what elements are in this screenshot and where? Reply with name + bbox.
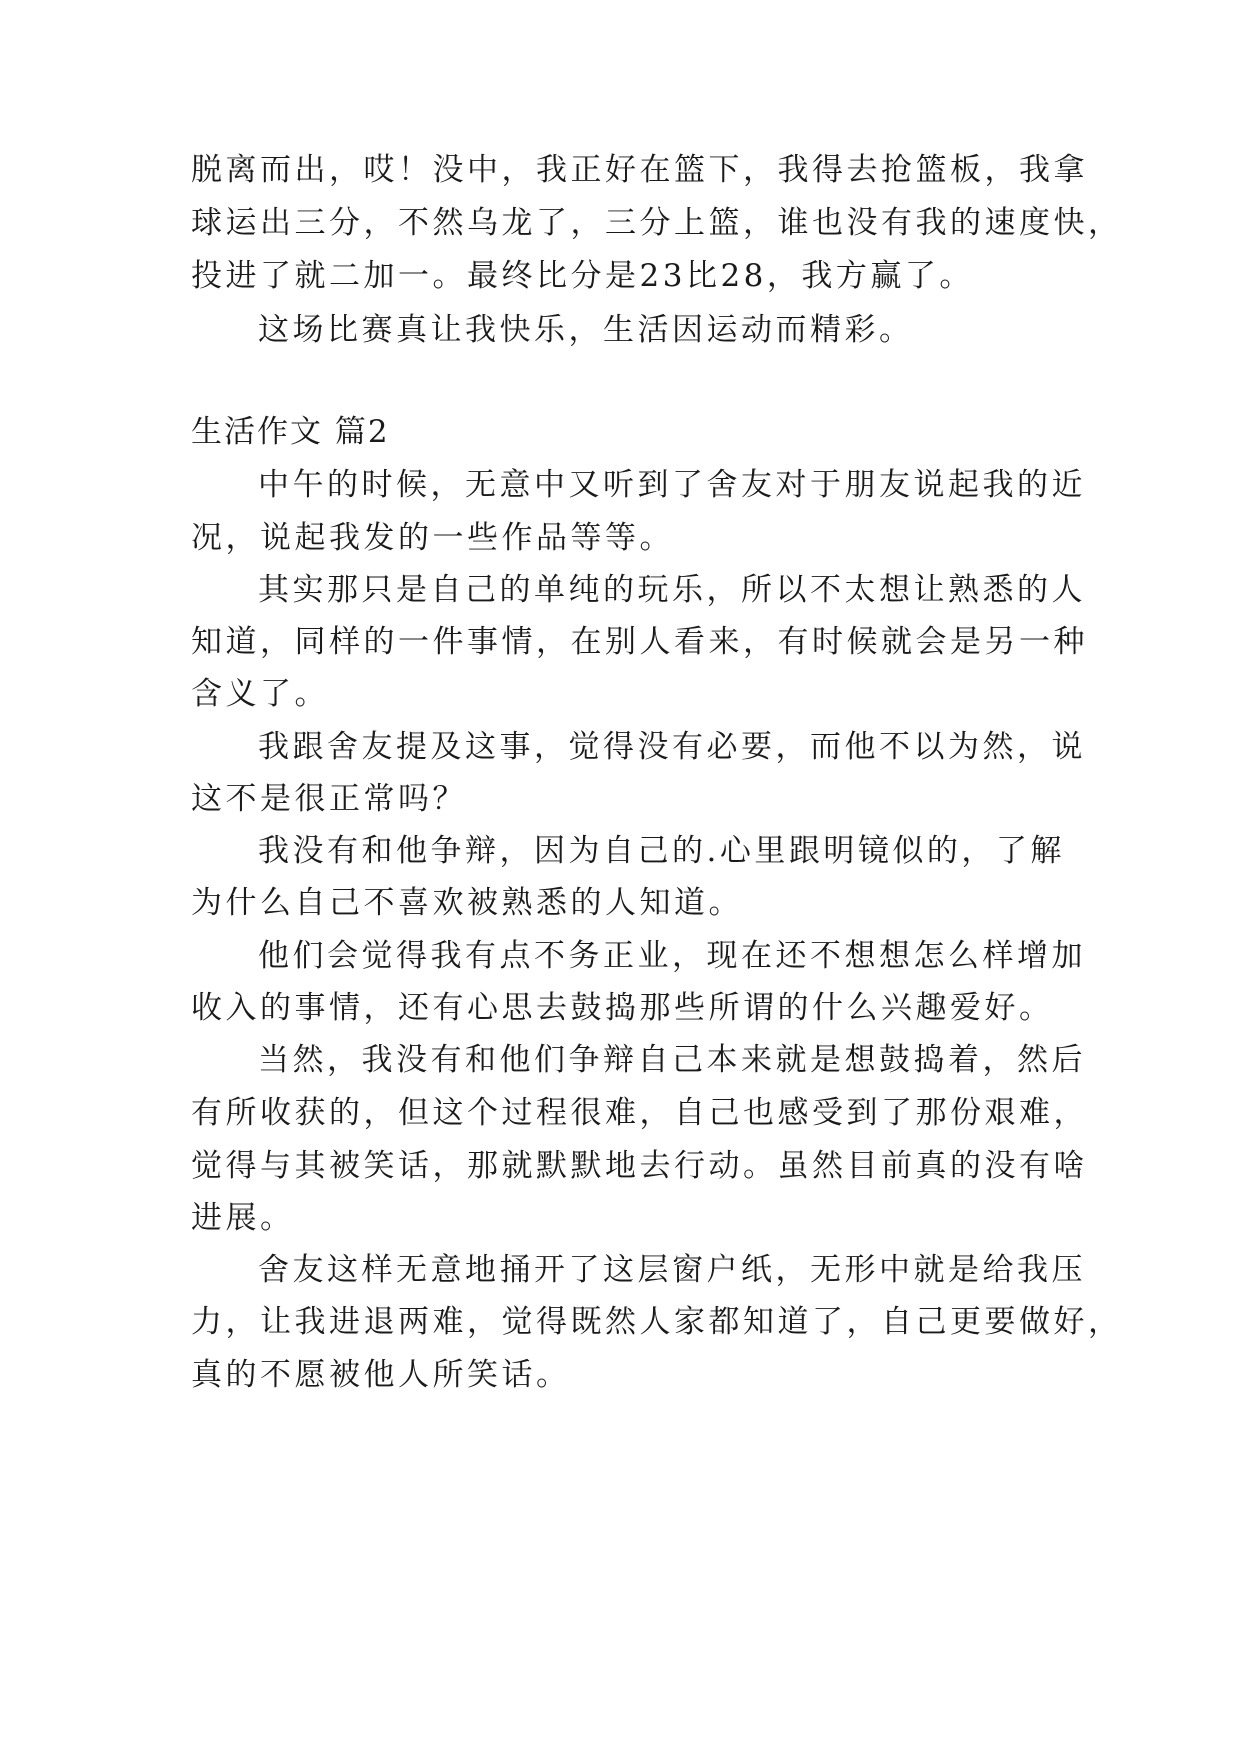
text-line: 真的不愿被他人所笑话。 — [191, 1357, 571, 1393]
text-line: 这不是很正常吗？ — [191, 781, 467, 817]
text-line: 觉得与其被笑话，那就默默地去行动。虽然目前真的没有啥 — [191, 1148, 1088, 1184]
paragraph-start: 我没有和他争辩，因为自己的.心里跟明镜似的，了解 — [258, 833, 1065, 869]
section-heading: 生活作文 篇2 — [191, 414, 390, 450]
text-line: 脱离而出，哎！没中，我正好在篮下，我得去抢篮板，我拿 — [191, 152, 1088, 188]
text-line: 含义了。 — [191, 676, 329, 712]
text-line: 有所收获的，但这个过程很难，自己也感受到了那份艰难， — [191, 1095, 1088, 1131]
paragraph-start: 他们会觉得我有点不务正业，现在还不想想怎么样增加 — [258, 938, 1086, 974]
paragraph-start: 舍友这样无意地捅开了这层窗户纸，无形中就是给我压 — [258, 1252, 1086, 1288]
paragraph-start: 我跟舍友提及这事，觉得没有必要，而他不以为然，说 — [258, 729, 1086, 765]
text-line: 球运出三分，不然乌龙了，三分上篮，谁也没有我的速度快， — [191, 205, 1123, 241]
text-line: 投进了就二加一。最终比分是23比28，我方赢了。 — [191, 258, 974, 294]
text-line: 收入的事情，还有心思去鼓捣那些所谓的什么兴趣爱好。 — [191, 990, 1054, 1026]
text-line: 知道，同样的一件事情，在别人看来，有时候就会是另一种 — [191, 624, 1088, 660]
text-line: 况，说起我发的一些作品等等。 — [191, 520, 674, 556]
paragraph-start: 这场比赛真让我快乐，生活因运动而精彩。 — [258, 312, 914, 348]
text-line: 进展。 — [191, 1200, 295, 1236]
paragraph-start: 当然，我没有和他们争辩自己本来就是想鼓捣着，然后 — [258, 1042, 1086, 1078]
text-line: 力，让我进退两难，觉得既然人家都知道了，自己更要做好， — [191, 1304, 1123, 1340]
text-line: 为什么自己不喜欢被熟悉的人知道。 — [191, 885, 743, 921]
paragraph-start: 中午的时候，无意中又听到了舍友对于朋友说起我的近 — [258, 467, 1086, 503]
paragraph-start: 其实那只是自己的单纯的玩乐，所以不太想让熟悉的人 — [258, 572, 1086, 608]
